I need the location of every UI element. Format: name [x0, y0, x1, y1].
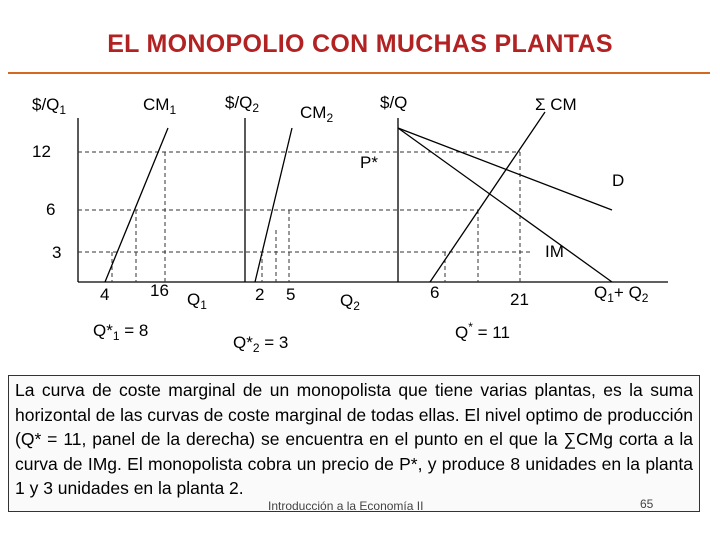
page-number: 65	[640, 497, 654, 511]
explanation-caption	[8, 375, 700, 512]
q2-star-label: $Q*_2 = 3$	[233, 333, 289, 355]
panel3-y-axis-label: $/Q	[380, 93, 408, 112]
panel2-y-axis-label: $\$/Q_2$	[225, 93, 260, 115]
slide-footer: Introducción a la Economía II	[268, 499, 424, 513]
slide-title: EL MONOPOLIO CON MUCHAS PLANTAS	[107, 30, 613, 58]
panel1-y-axis-label: $\$/Q_1$	[32, 95, 67, 117]
marginal-revenue-curve	[398, 128, 612, 282]
sum-cm-curve	[430, 112, 545, 282]
y-value-12: 12	[32, 142, 51, 161]
sum-cm-label: Σ CM	[535, 95, 577, 114]
panel2-x-axis-label: $Q_2$	[340, 291, 360, 313]
demand-label: D	[612, 171, 625, 190]
q1-star-label: $Q*_1 = 8$	[93, 321, 149, 343]
demand-curve	[398, 128, 612, 210]
cm2-curve	[255, 128, 292, 282]
y-value-3: 3	[52, 243, 62, 262]
panel1-x-axis-label: $Q_1$	[187, 290, 207, 312]
caption-text-part2: CMg corta a la curva de IMg. El monopolista cobra un precio de P*, y produce 8 unidades en la planta 1 y 3 unidades en la planta 2.	[15, 429, 693, 498]
sum-symbol: ∑	[563, 429, 576, 449]
caption-text-part1: La curva de coste marginal de un monopolista que tiene varias plantas, es la suma horizontal de las curvas de coste marginal de todas ellas. El nivel optimo de producción (Q* = 11, panel de la derecha) se encuentra en el punto en el que la	[15, 380, 694, 449]
cm1-curve	[105, 128, 168, 282]
tick-16-label: 16	[150, 281, 169, 300]
price-label: P*	[360, 153, 378, 172]
tick-21-label: 21	[510, 290, 529, 309]
panel3-x-axis-label: $Q_1+ Q_2$	[594, 283, 649, 305]
cm1-label: $CM_1$	[143, 95, 177, 117]
y-value-6: 6	[46, 200, 56, 219]
tick-5-label: 5	[286, 285, 296, 304]
q-star-label: Q* = 11	[455, 320, 510, 342]
reference-dashed-lines	[78, 152, 530, 282]
tick-4-label: 4	[100, 285, 110, 304]
tick-2-label: 2	[255, 285, 265, 304]
cm2-label: $CM_2$	[300, 103, 334, 125]
tick-6-label: 6	[430, 283, 440, 302]
marginal-revenue-label: IM	[545, 242, 564, 261]
